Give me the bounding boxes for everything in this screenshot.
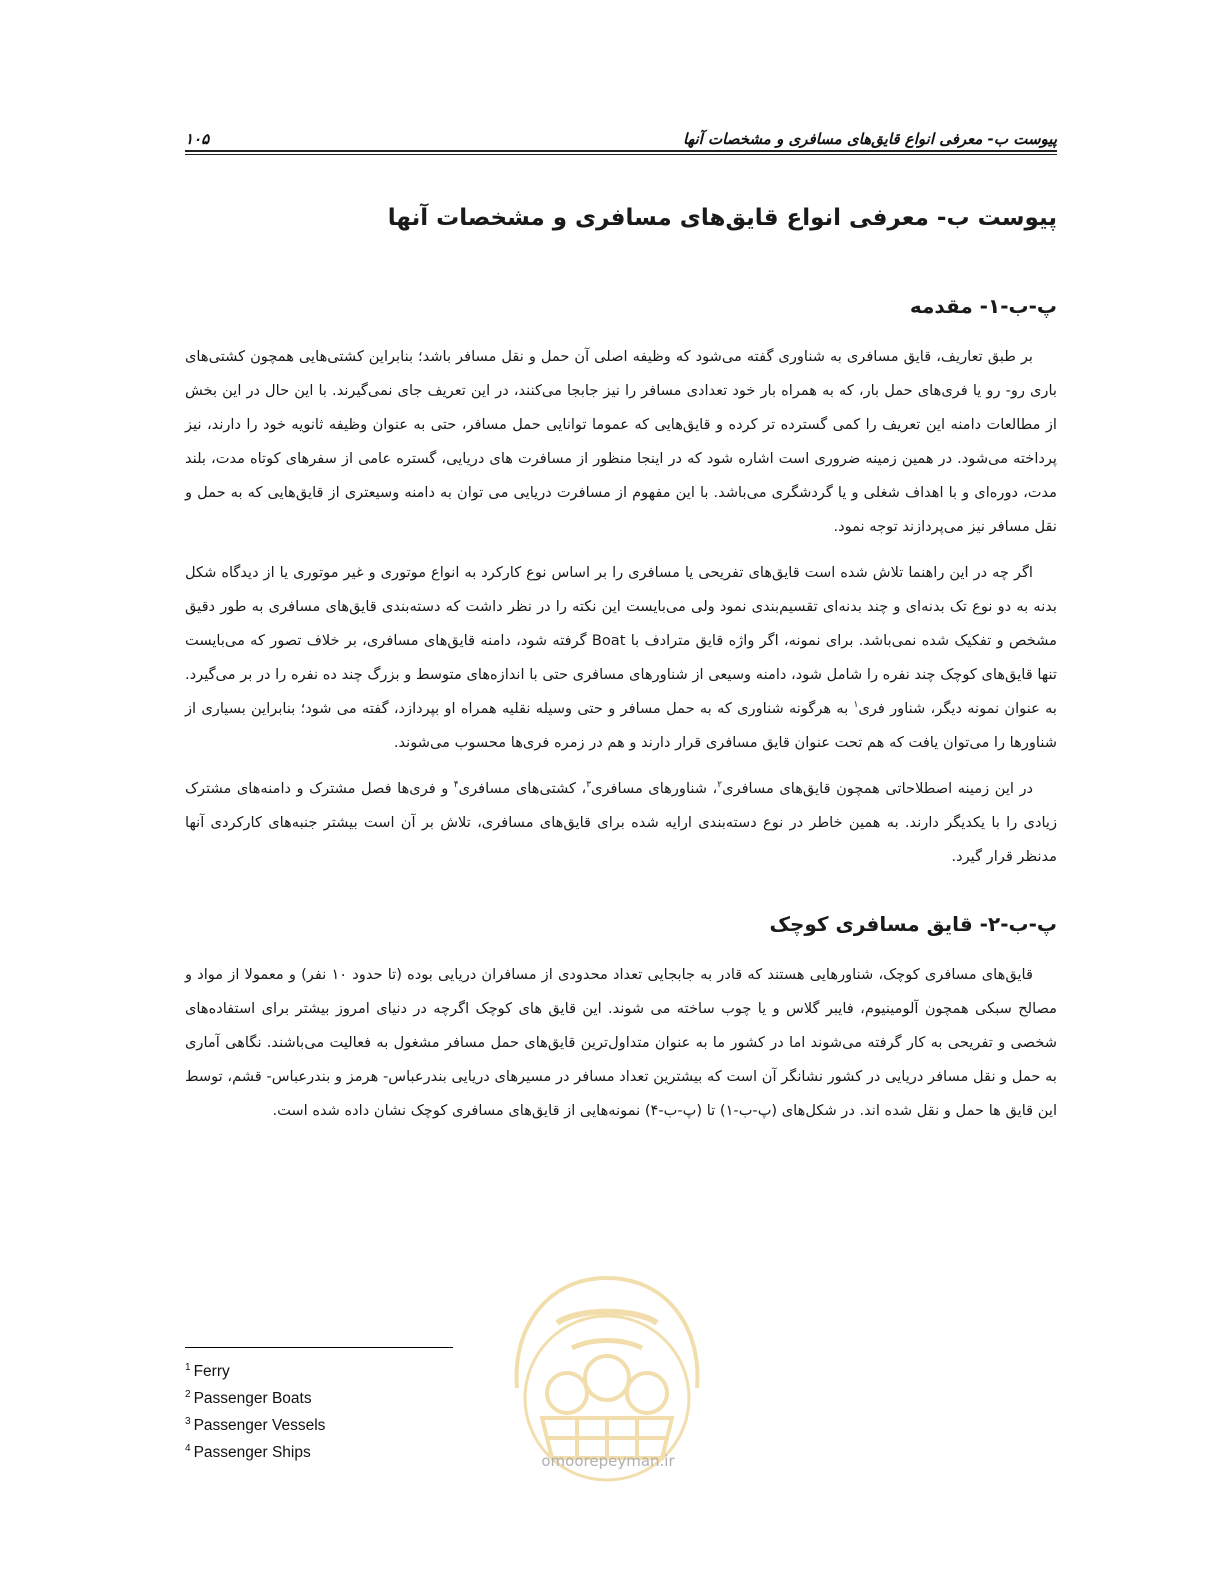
- paragraph-text: در این زمینه اصطلاحاتی همچون قایق‌های مسافری: [722, 780, 1033, 797]
- running-title: پیوست ب- معرفی انواع قایق‌های مسافری و مشخصات آنها: [683, 130, 1057, 148]
- paragraph-text: اگر چه در این راهنما تلاش شده است قایق‌های تفریحی یا مسافری را بر اساس نوع کارکرد به انواع موتوری و غیر موتوری یا از دیدگاه شکل بدنه به دو نوع تک بدنه‌ای و چند بدنه‌ای تقسیم‌بندی نمود ولی می‌بایست این نکته را در نظر داشت که دسته‌بندی قایق‌های مسافری به طور دقیق مشخص و تفکیک شده نمی‌باشد. برای نمونه، اگر واژه قایق مترادف با Boat گرفته شود، دامنه قایق‌های مسافری، بر خلاف تصور که می‌بایست تنها قایق‌های کوچک چند نفره را شامل شود، دامنه وسیعی از شناورهای مسافری حتی با اندازه‌های متوسط و بزرگ چند ده نفره را در بر می‌گیرد. به عنوان نمونه دیگر، شناور فری: [185, 564, 1058, 717]
- footnote-number: 1: [185, 1362, 191, 1373]
- chapter-title: پیوست ب- معرفی انواع قایق‌های مسافری و مشخصات آنها: [387, 205, 1057, 231]
- page-number: ۱۰۵: [185, 130, 210, 148]
- paragraph-text: ، شناورهای مسافری: [591, 780, 718, 797]
- paragraph: بر طبق تعاریف، قایق مسافری به شناوری گفته می‌شود که وظیفه اصلی آن حمل و نقل مسافر باشد؛ بنابراین کشتی‌هایی همچون کشتی‌های باری رو- رو یا فری‌های حمل بار، که به همراه بار خود تعدادی مسافر را نیز جابجا می‌کنند، در این تعریف جای نمی‌گیرند. با این حال در این بخش از مطالعات دامنه این تعریف را کمی گسترده تر کرده و قایق‌هایی که عموما توانایی حمل مسافر، حتی به عنوان وظیفه ثانویه خود را دارند، نیز پرداخته می‌شود. در همین زمینه ضروری است اشاره شود که در اینجا منظور از مسافرت های دریایی، گستره عامی از سفرهای کوتاه مدت، بلند مدت، دوره‌ای و با اهداف شغلی و یا گردشگری می‌باشد. با این مفهوم از مسافرت دریایی می توان به دامنه وسیعتری از قایق‌هایی که به حمل و نقل مسافر نیز می‌پردازند توجه نمود.: [185, 348, 1057, 535]
- footnote-ref[interactable]: ۲: [717, 780, 723, 791]
- paragraph: [185, 772, 1057, 874]
- paragraph: قایق‌های مسافری کوچک، شناورهایی هستند که قادر به جابجایی تعداد محدودی از مسافران دریایی بوده (تا حدود ۱۰ نفر) و معمولا از مواد و مصالح سبکی همچون آلومینیوم، فایبر گلاس و یا چوب ساخته می شوند. این قایق های کوچک اگرچه در دنیای امروز بیشتر برای استفاده‌های شخصی و تفریحی به کار گرفته می‌شوند اما در کشور ما به عنوان متداول‌ترین قایق‌های حمل مسافر مشغول به فعالیت می‌باشند. نگاهی آماری به حمل و نقل مسافر دریایی در کشور نشانگر آن است که بیشترین تعداد مسافر در مسیرهای دریایی بندرعباس- هرمز و بندرعباس- قشم، توسط این قایق ها حمل و نقل شده اند. در شکل‌های (پ-ب-۱) تا (پ-ب-۴) نمونه‌هایی از قایق‌های مسافری کوچک نشان داده شده است.: [185, 966, 1057, 1119]
- paragraph-text: ، کشتی‌های مسافری: [458, 780, 587, 797]
- footnote-number: 2: [185, 1389, 191, 1401]
- footnote-separator: [185, 1347, 453, 1348]
- header-rule-thin: [185, 154, 1057, 155]
- footnote-ref[interactable]: ۳: [586, 780, 592, 791]
- footnote-number: 4: [185, 1443, 191, 1455]
- footnote-ref[interactable]: ۴: [453, 780, 459, 791]
- running-header: [185, 118, 1057, 148]
- footnote-text: Passenger Ships: [193, 1444, 311, 1462]
- paragraph: [185, 556, 1057, 760]
- footnote-text: Passenger Boats: [193, 1390, 312, 1408]
- footnote-number: 3: [185, 1416, 191, 1428]
- footnote-text: Ferry: [193, 1363, 230, 1381]
- footnotes: [185, 1356, 585, 1465]
- paragraph-text: به هرگونه شناوری که به حمل مسافر و حتی وسیله نقلیه همراه او بپردازد، گفته می شود؛ بنابراین بسیاری از شناورها را می‌توان یافت که هم تحت عنوان قایق مسافری قرار دارند و هم در زمره فری‌ها محسوب می‌شوند.: [185, 700, 1057, 751]
- footnote-item: [185, 1410, 585, 1437]
- footnote-ref[interactable]: ۱: [853, 700, 859, 711]
- paragraph-text: و فری‌ها فصل مشترک و دامنه‌های مشترک زیادی را با یکدیگر دارند. به همین خاطر در نوع دسته‌بندی ارایه شده برای قایق‌های مسافری، تلاش بر آن است بیشتر جنبه‌های کارکردی آنها مدنظر قرار گیرد.: [185, 780, 1057, 865]
- section-heading-small-boat: پ-ب-۲- قایق مسافری کوچک: [769, 912, 1057, 936]
- section-heading-introduction: پ-ب-۱- مقدمه: [909, 294, 1057, 318]
- header-rule-thick: [185, 150, 1057, 152]
- watermark-url: omoorepeyman.ir: [541, 1452, 675, 1470]
- footnote-item: [185, 1383, 585, 1410]
- footnote-item: [185, 1356, 585, 1383]
- main-content: [185, 196, 1057, 1140]
- footnote-item: [185, 1437, 585, 1464]
- footnote-text: Passenger Vessels: [193, 1417, 326, 1435]
